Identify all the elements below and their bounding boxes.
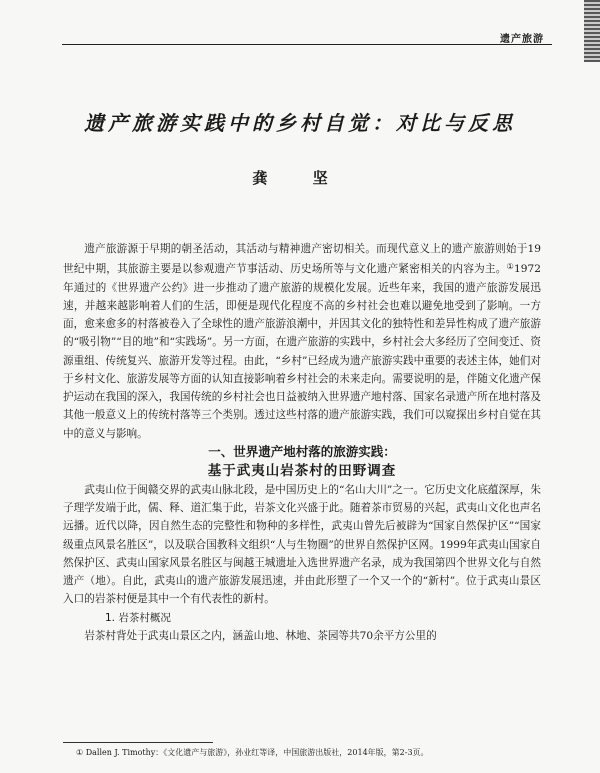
intro-text-a: 遗产旅游源于早期的朝圣活动，其活动与精神遗产密切相关。而现代意义上的遗产旅游则始于19世纪中期，其旅游主要是以参观遗产节事活动、历史场所等与文化遗产紧密相关的内容为主。 (63, 243, 541, 276)
section-paragraph: 武夷山位于闽赣交界的武夷山脉北段，是中国历史上的“名山大川”之一。它历史文化底蕴深厚，朱子理学发端于此，儒、释、道汇集于此，岩茶文化兴盛于此。随着茶市贸易的兴起，武夷山文化也声名远播。近代以降，因自然生态的完整性和物种的多样性，武夷山曾先后被辟为“国家自然保护区”“国家级重点风景名胜区”，以及联合国教科文组织“人与生物圈”的世界自然保护区网。1999年武夷山国家自然保护区、武夷山国家风景名胜区与闽越王城遗址入选世界遗产名录，成为我国第四个世界文化与自然遗产（地）。自此，武夷山的遗产旅游发展迅速，并由此形塑了一个又一个的“新村”。位于武夷山景区入口的岩茶村便是其中一个有代表性的新村。 (63, 483, 541, 606)
header-rule (62, 44, 552, 45)
numbered-subheading: 1. 岩茶村概况 (105, 611, 171, 624)
section-item-text: 岩茶村背处于武夷山景区之内，涵盖山地、林地、茶园等共70余平方公里的 (84, 629, 437, 642)
intro-text-b: 1972年通过的《世界遗产公约》进一步推动了遗产旅游的规模化发展。近些年来，我国的遗产旅游发展迅速，并越来越影响着人们的生活，即便是现代化程度不高的乡村社会也难以避免地受到了影响。一方面，愈来愈多的村落被卷入了全球性的遗产旅游浪潮中，并因其文化的独特性和差异性构成了遗产旅游的“吸引物”“目的地”和“实践场”。另一方面，在遗产旅游的实践中，乡村社会大多经历了空间变迁、资源重组、传统复兴、旅游开发等过程。由此，“乡村”已经成为遗产旅游实践中重要的表述主体，她们对于乡村文化、旅游发展等方面的认知直接影响着乡村社会的未来走向。需要说明的是，伴随文化遗产保护运动在我国的深入，我国传统的乡村社会也日益被纳入世界遗产地村落、国家名录遗产所在地村落及其他一般意义上的传统村落等三个类别。透过这些村落的遗产旅游实践，我们可以窥探出乡村自觉在其中的意义与影响。 (63, 263, 542, 440)
footnote-rule (63, 742, 213, 743)
intro-paragraph (63, 240, 541, 443)
section-heading: 一、世界遗产地村落的旅游实践： (208, 443, 396, 459)
article-body (63, 240, 541, 645)
footnote: ① Dallen J. Timothy：《文化遗产与旅游》，孙业红等译，中国旅游出版社，2014年版，第2-3页。 (76, 748, 429, 757)
footnote-marker[interactable]: ① (506, 262, 515, 272)
article-title: 遗产旅游实践中的乡村自觉：对比与反思 (84, 111, 516, 135)
edge-decoration (584, 0, 600, 62)
section-subheading: 基于武夷山岩茶村的田野调查 (207, 462, 397, 479)
article-author: 龚 坚 (252, 169, 348, 187)
running-header: 遗产旅游 (500, 34, 544, 45)
